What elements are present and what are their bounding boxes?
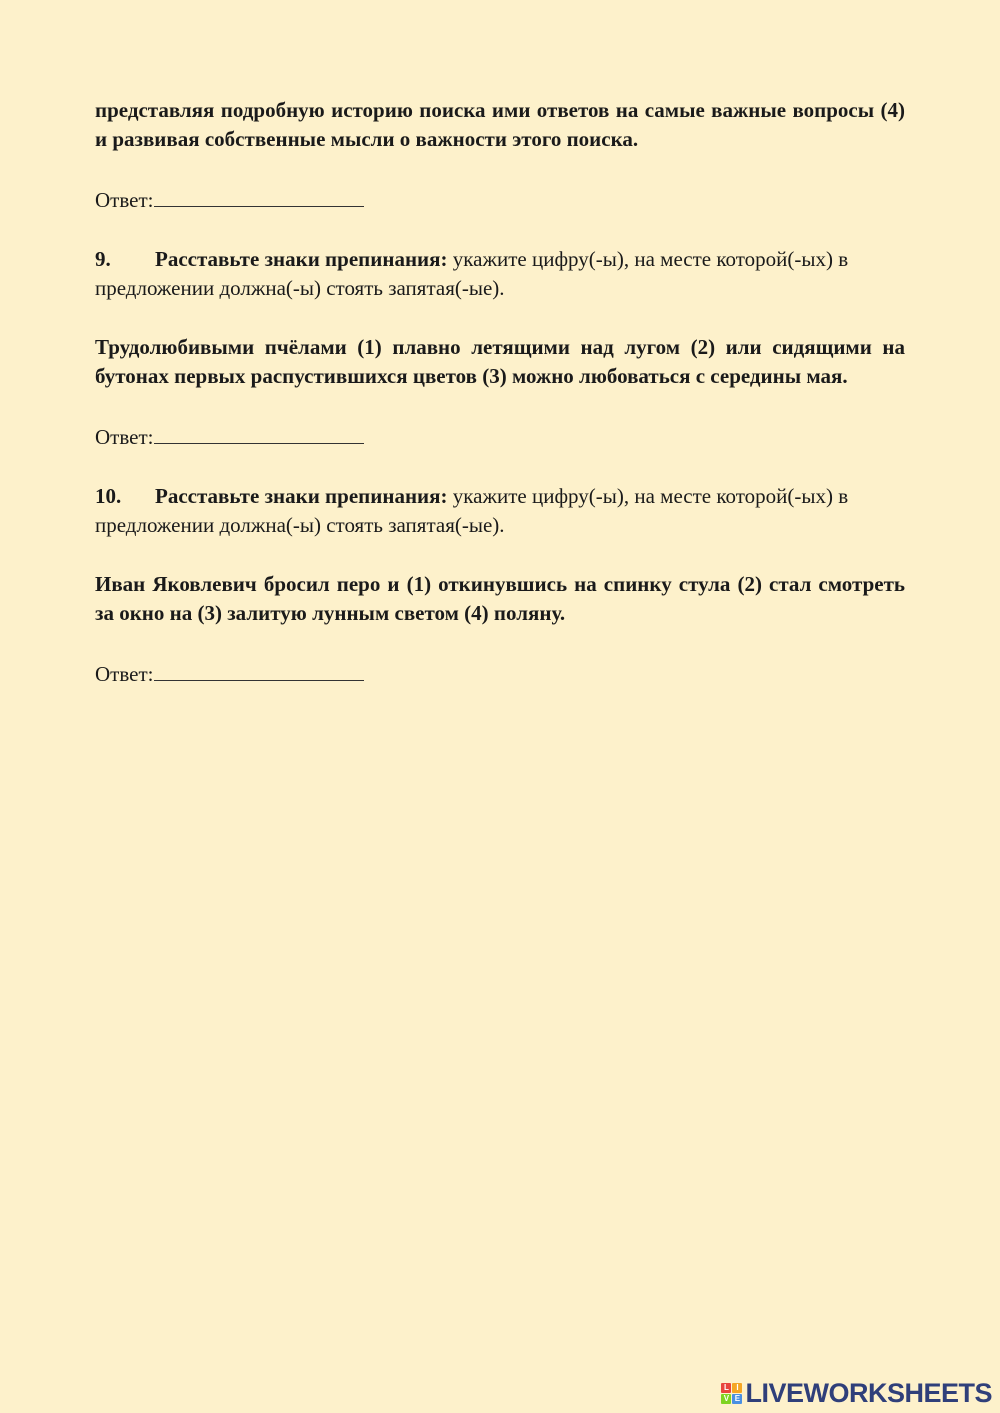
- answer-label: Ответ:: [95, 425, 154, 449]
- answer-label: Ответ:: [95, 662, 154, 686]
- worksheet-page: [95, 96, 905, 689]
- task-number: 10.: [95, 484, 122, 508]
- task-instruction-text: укажите цифру(-ы), на месте которой(-ых) в предложении должна(-ы) стоять запятая(-ые).: [95, 484, 849, 537]
- liveworksheets-logo-icon: [721, 1383, 742, 1404]
- answer-row-9: [95, 423, 905, 452]
- task-10-instruction: [95, 482, 905, 540]
- logo-cell: L: [721, 1383, 731, 1393]
- task-lead: Расставьте знаки препинания:: [155, 247, 448, 271]
- answer-row-10: [95, 660, 905, 689]
- answer-input-line[interactable]: [154, 662, 364, 681]
- logo-cell: V: [721, 1394, 731, 1404]
- task-instruction-text: укажите цифру(-ы), на месте которой(-ых) в предложении должна(-ы) стоять запятая(-ые).: [95, 247, 849, 300]
- answer-input-line[interactable]: [154, 425, 364, 444]
- intro-paragraph: представляя подробную историю поиска ими ответов на самые важные вопросы (4) и развивая собственные мысли о важности этого поиска.: [95, 98, 905, 151]
- task-number: 9.: [95, 247, 111, 271]
- logo-cell: I: [732, 1383, 742, 1393]
- liveworksheets-logo: [721, 1378, 992, 1409]
- answer-input-line[interactable]: [154, 188, 364, 207]
- task-lead: Расставьте знаки препинания:: [155, 484, 448, 508]
- answer-row-8: [95, 186, 905, 215]
- answer-label: Ответ:: [95, 188, 154, 212]
- task-9-sentence: Трудолюбивыми пчёлами (1) плавно летящими над лугом (2) или сидящими на бутонах первых распустившихся цветов (3) можно любоваться с середины мая.: [95, 335, 905, 388]
- logo-cell: E: [732, 1394, 742, 1404]
- task-9-instruction: [95, 245, 905, 303]
- task-10-sentence: Иван Яковлевич бросил перо и (1) откинувшись на спинку стула (2) стал смотреть за окно на (3) залитую лунным светом (4) поляну.: [95, 572, 905, 625]
- liveworksheets-logo-text: LIVEWORKSHEETS: [745, 1378, 992, 1408]
